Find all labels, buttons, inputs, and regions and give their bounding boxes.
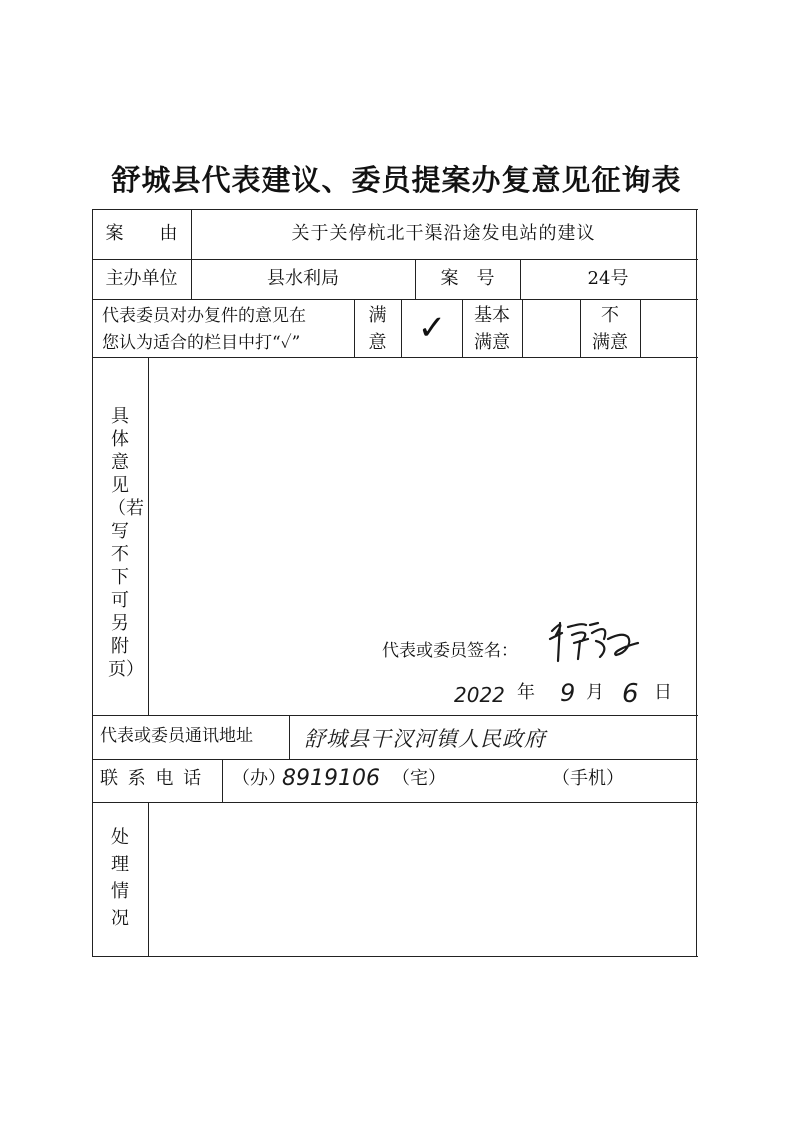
row-divider [92, 259, 698, 260]
mobile-phone-label: （手机） [552, 768, 624, 789]
satisfied-checkbox[interactable] [402, 300, 462, 357]
host-value: 县水利局 [267, 268, 339, 289]
not-satisfied-checkbox[interactable] [641, 300, 696, 357]
satisfied-check-mark: ✓ [417, 308, 447, 348]
page-title: 舒城县代表建议、委员提案办复意见征询表 [111, 163, 682, 197]
row-divider [92, 357, 698, 358]
satisfied-label-1: 满 [368, 305, 387, 326]
case-number-label: 案 号 [440, 268, 495, 289]
handling-label: 处理情况 [111, 827, 129, 929]
address-value[interactable]: 舒城县干汊河镇人民政府 [304, 727, 546, 751]
date-month: 9 [560, 679, 576, 707]
details-label: 具体意见（若写不下可另附页） [108, 406, 144, 680]
form-border-top [92, 209, 698, 210]
not-satisfied-label-2: 满意 [592, 332, 628, 353]
date-month-unit: 月 [586, 682, 604, 703]
cell-divider [148, 802, 149, 957]
opinion-instruction-line2: 您认为适合的栏目中打“✓” [102, 333, 301, 353]
signature-label: 代表或委员签名： [382, 641, 518, 661]
case-number-value: 24号 [587, 268, 629, 289]
form-border-left [92, 209, 93, 957]
date-year-unit: 年 [517, 682, 535, 703]
case-label: 案 由 [105, 223, 178, 244]
basic-satisfied-checkbox[interactable] [523, 300, 580, 357]
row-divider [92, 299, 698, 300]
date-day-unit: 日 [654, 682, 672, 703]
opinion-instruction-line1: 代表委员对办复件的意见在 [102, 306, 306, 326]
row-divider [92, 802, 698, 803]
satisfied-label-2: 意 [368, 332, 387, 353]
form-border-bottom [92, 956, 698, 957]
cell-divider [222, 759, 223, 802]
case-value: 关于关停杭北干渠沿途发电站的建议 [291, 223, 596, 244]
cell-divider [148, 357, 149, 715]
handling-textarea[interactable] [150, 804, 696, 954]
address-label: 代表或委员通讯地址 [100, 726, 253, 746]
not-satisfied-label-1: 不 [601, 305, 619, 326]
details-textarea[interactable] [150, 359, 696, 649]
office-phone-value[interactable]: 8919106 [282, 766, 380, 791]
cell-divider [289, 715, 290, 759]
row-divider [92, 759, 698, 760]
form-border-right [696, 209, 697, 957]
basic-satisfied-label-2: 满意 [474, 332, 510, 353]
office-phone-label: （办） [232, 768, 286, 789]
phone-label: 联 系 电 话 [100, 768, 204, 789]
row-divider [92, 715, 698, 716]
date-day: 6 [622, 679, 639, 709]
opinion-form [92, 209, 698, 957]
signature-handwriting [542, 613, 652, 665]
host-label: 主办单位 [105, 268, 178, 289]
date-year: 2022 [454, 683, 505, 707]
basic-satisfied-label-1: 基本 [474, 305, 510, 326]
home-phone-label: （宅） [392, 768, 446, 789]
